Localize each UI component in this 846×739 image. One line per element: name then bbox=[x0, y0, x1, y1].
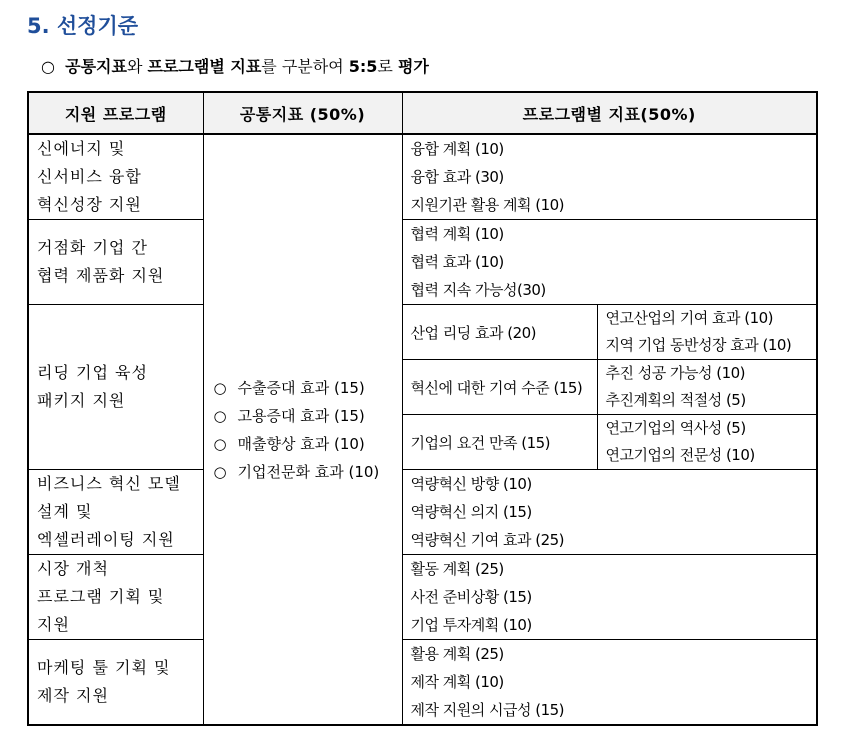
common-item: ○ 수출증대 효과 (15) bbox=[213, 378, 365, 397]
indicator-group: 혁신에 대한 기여 수준 (15) bbox=[402, 360, 597, 415]
table-row bbox=[28, 134, 817, 220]
header-common: 공통지표 (50%) bbox=[203, 92, 402, 134]
program-indicators: 활동 계획 (25) 사전 준비상황 (15) 기업 투자계획 (10) bbox=[402, 555, 817, 640]
evaluation-summary bbox=[41, 54, 429, 77]
program-indicators: 역량혁신 방향 (10) 역량혁신 의지 (15) 역량혁신 기여 효과 (25) bbox=[402, 470, 817, 555]
table-row bbox=[28, 555, 817, 640]
common-item: ○ 기업전문화 효과 (10) bbox=[213, 462, 380, 481]
summary-part: 5:5 bbox=[348, 57, 378, 76]
sub-indicators: 연고기업의 역사성 (5) 연고기업의 전문성 (10) bbox=[597, 415, 817, 470]
program-indicators: 융합 계획 (10) 융합 효과 (30) 지원기관 활용 계획 (10) bbox=[402, 134, 817, 220]
summary-part: 를 구분하여 bbox=[261, 57, 349, 76]
section-heading: 5. 선정기준 bbox=[27, 14, 139, 38]
summary-part: 로 bbox=[377, 57, 398, 76]
sub-indicators: 추진 성공 가능성 (10) 추진계획의 적절성 (5) bbox=[597, 360, 817, 415]
program-indicators: 활용 계획 (25) 제작 계획 (10) 제작 지원의 시급성 (15) bbox=[402, 640, 817, 726]
sub-indicators: 연고산업의 기여 효과 (10) 지역 기업 동반성장 효과 (10) bbox=[597, 305, 817, 360]
criteria-table bbox=[27, 91, 818, 726]
summary-part: 평가 bbox=[397, 57, 429, 76]
program-name: 시장 개척 프로그램 기획 및 지원 bbox=[28, 555, 203, 640]
indicator-group: 산업 리딩 효과 (20) bbox=[402, 305, 597, 360]
common-item: ○ 매출향상 효과 (10) bbox=[213, 434, 365, 453]
table-row bbox=[28, 640, 817, 726]
summary-part: 공통지표 bbox=[65, 57, 127, 76]
program-name: 신에너지 및 신서비스 융합 혁신성장 지원 bbox=[28, 134, 203, 220]
table-row bbox=[28, 470, 817, 555]
header-program-indicators: 프로그램별 지표(50%) bbox=[402, 92, 817, 134]
program-name: 리딩 기업 육성 패키지 지원 bbox=[28, 305, 203, 470]
summary-part: 프로그램별 지표 bbox=[147, 57, 262, 76]
program-indicators: 협력 계획 (10) 협력 효과 (10) 협력 지속 가능성(30) bbox=[402, 220, 817, 305]
program-name: 비즈니스 혁신 모델 설계 및 엑셀러레이팅 지원 bbox=[28, 470, 203, 555]
summary-part: 와 bbox=[126, 57, 148, 76]
program-name: 마케팅 툴 기획 및 제작 지원 bbox=[28, 640, 203, 726]
table-row bbox=[28, 305, 817, 360]
table-row bbox=[28, 220, 817, 305]
table-header-row bbox=[28, 92, 817, 134]
indicator-group: 기업의 요건 만족 (15) bbox=[402, 415, 597, 470]
program-name: 거점화 기업 간 협력 제품화 지원 bbox=[28, 220, 203, 305]
common-indicators bbox=[203, 134, 402, 725]
header-program: 지원 프로그램 bbox=[28, 92, 203, 134]
common-item: ○ 고용증대 효과 (15) bbox=[213, 406, 365, 425]
bullet-circle: ○ bbox=[41, 57, 55, 76]
